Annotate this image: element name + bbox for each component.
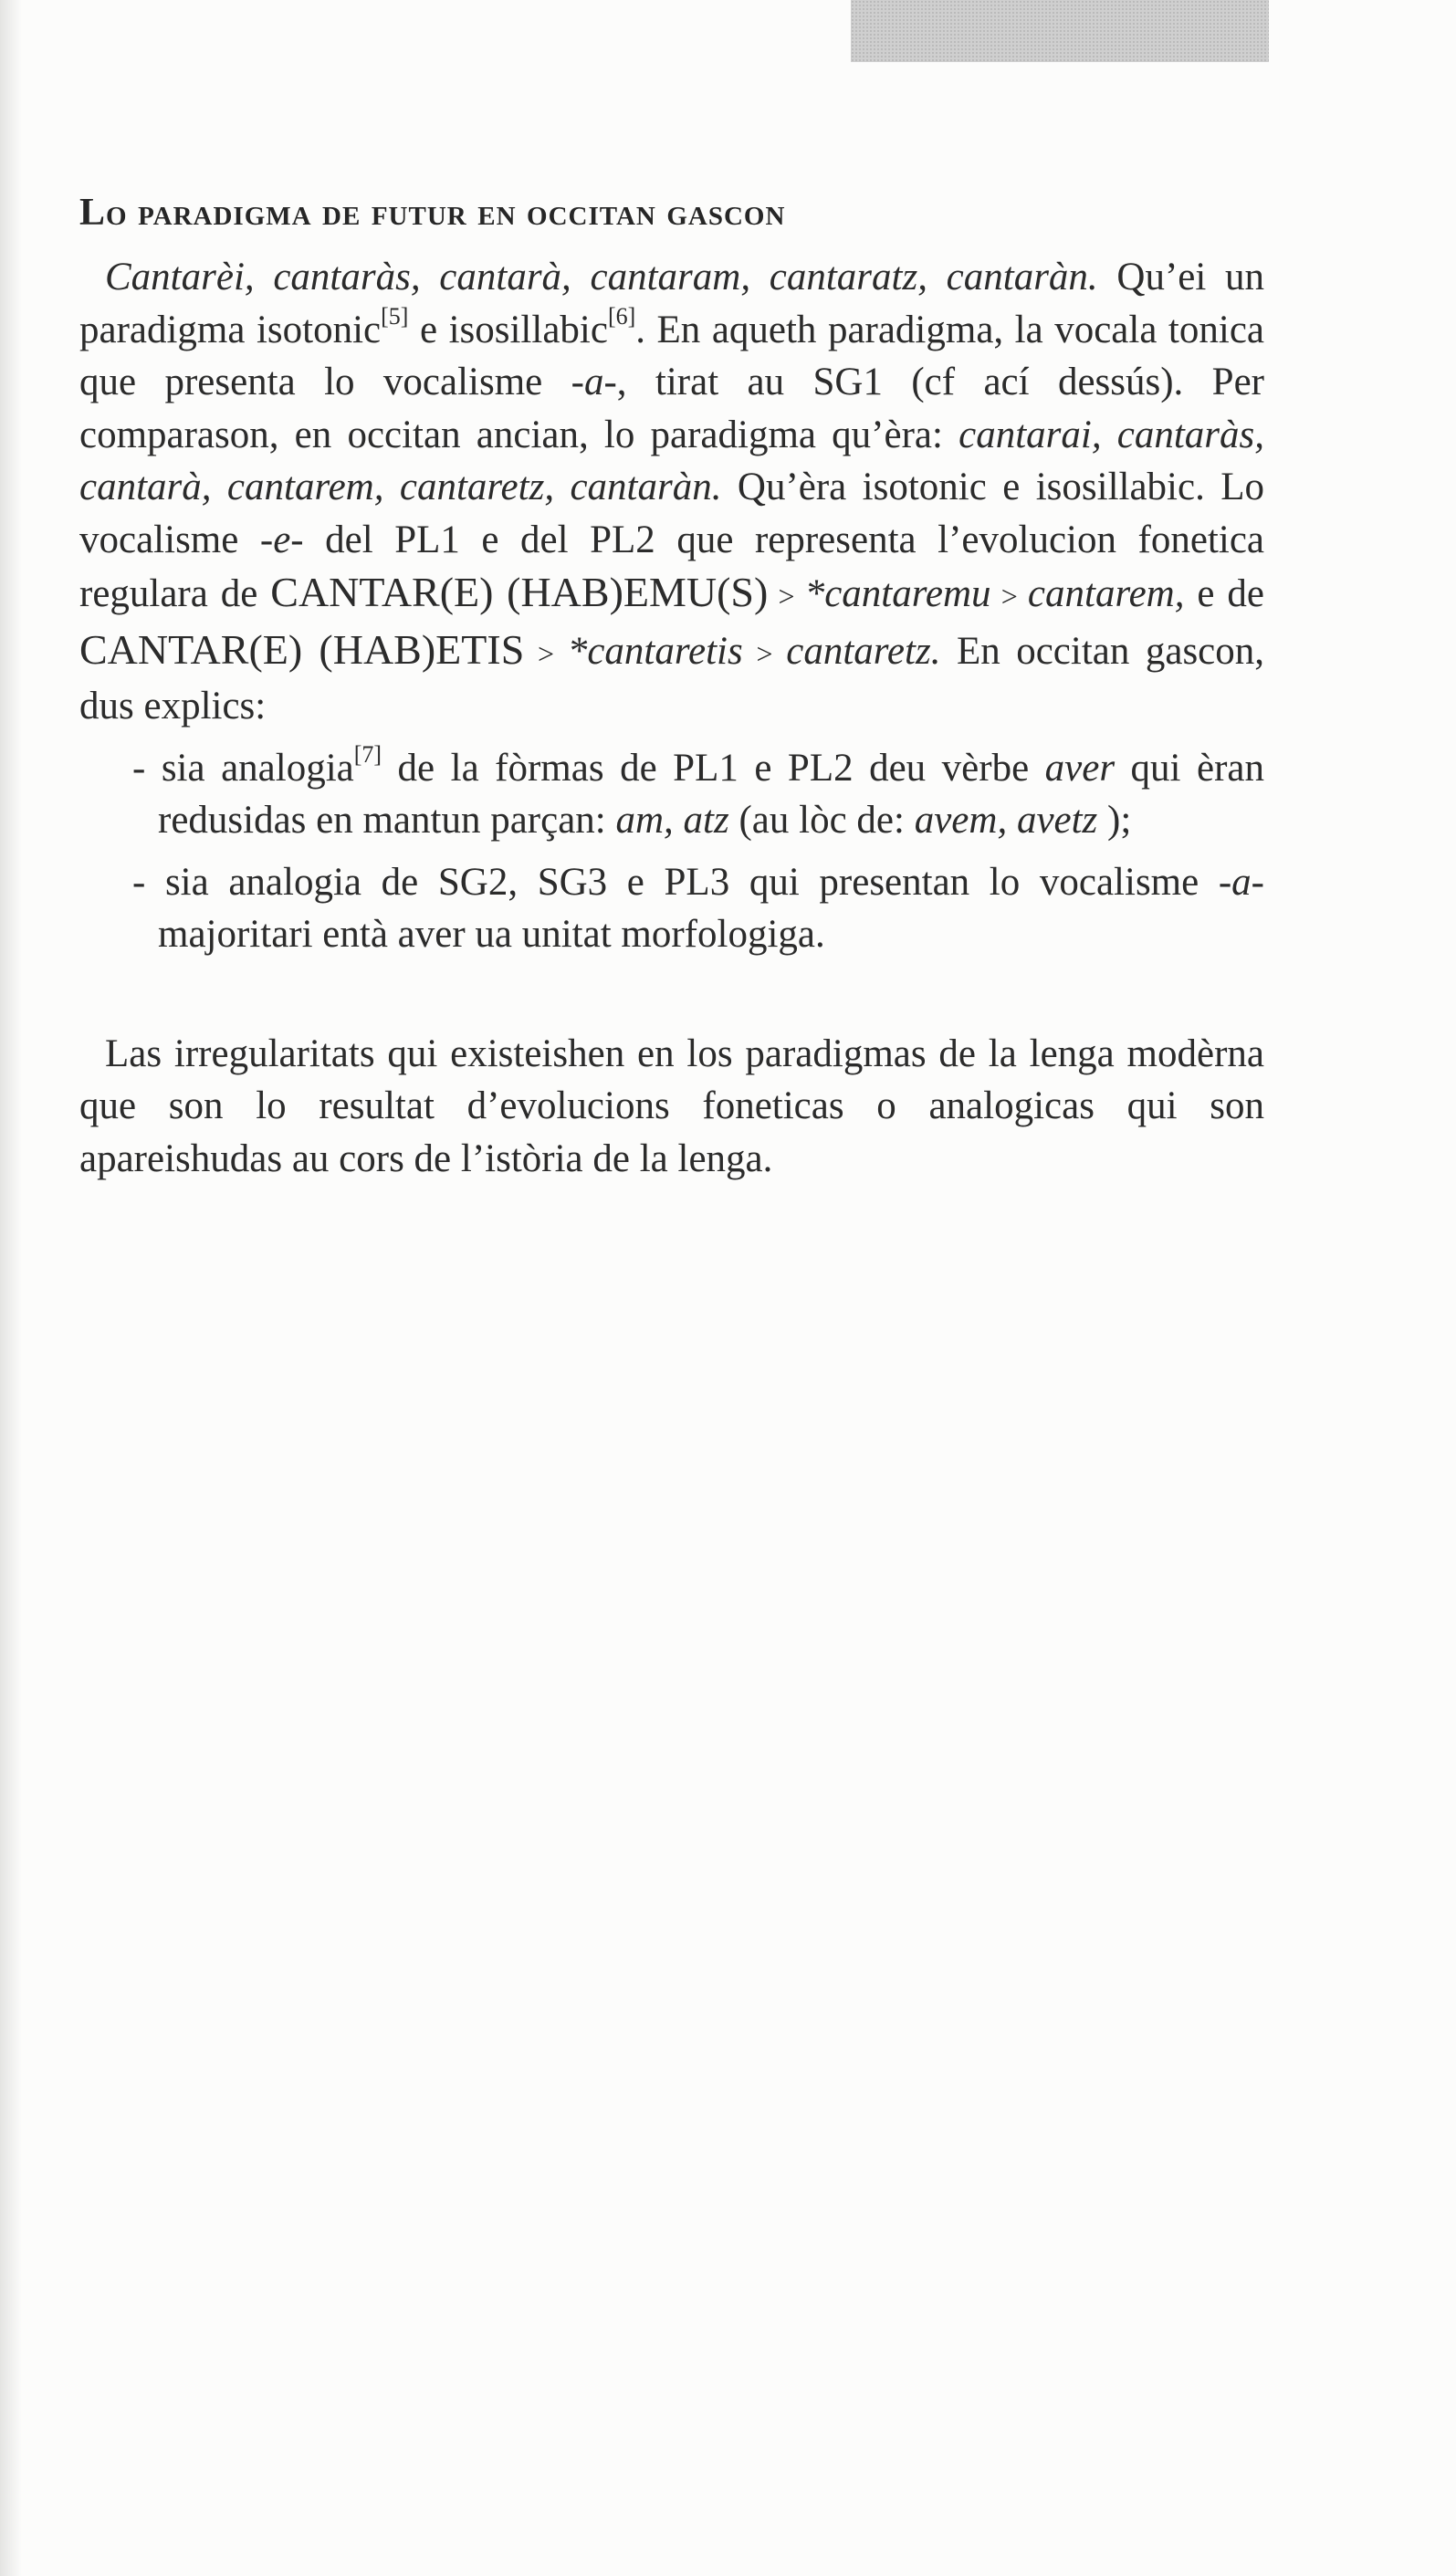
paragraph-conclusion: Las irregularitats qui existeishen en los paradigmas de la lenga modèrna que son lo resultat d’evolucions foneticas o analogicas qui son apareishudas au cors de l’istòria de la lenga. [79, 1031, 1264, 1180]
text-run: ); [1097, 799, 1132, 842]
page-tab-marker [851, 0, 1269, 62]
text-run: de la fòrmas de PL1 e PL2 deu vèrbe [382, 746, 1045, 790]
paragraph-future-paradigm [79, 251, 1264, 733]
arrow-sign: > [768, 580, 805, 613]
old-occitan-paradigm-forms: cantarai, cantaràs, cantarà, cantarem, cantaretz, cantaràn. [79, 413, 1264, 508]
arrow-sign: > [524, 636, 568, 670]
text-run: majoritari entà aver ua unitat morfologiga. [158, 913, 825, 956]
result-form-1: cantarem, [1027, 572, 1185, 615]
footnote-ref-7[interactable]: [7] [353, 741, 382, 769]
text-run: . En aqueth paradigma, la vocala tonica que presenta lo vocalisme [79, 308, 1264, 403]
text-run: (au lòc de: [728, 799, 915, 842]
text-run: En occitan gascon, dus explics: [79, 629, 1265, 728]
text-run: del PL1 e del PL2 que representa l’evolucion fonetica regulara de [79, 518, 1264, 615]
vowel-a: -a- [1218, 860, 1264, 904]
text-run: - sia analogia de SG2, SG3 e PL3 qui presentan lo vocalisme [132, 860, 1219, 904]
text-run: , tirat au SG1 (cf ací dessús). Per comparason, en occitan ancian, lo paradigma qu’èra: [79, 361, 1264, 456]
footnote-ref-6[interactable]: [6] [607, 303, 636, 330]
page-content [79, 187, 1264, 1185]
result-form-2: cantaretz. [786, 629, 941, 673]
latin-etymon-1: CANTAR(E) (HAB)EMU(S) [270, 569, 769, 615]
section-title: Lo paradigma de futur en occitan gascon [79, 192, 786, 234]
latin-etymon-2: CANTAR(E) (HAB)ETIS [79, 625, 525, 673]
text-run: e isosillabic [408, 308, 608, 351]
page-edge-shadow [0, 0, 22, 2576]
reduced-forms: am, atz [615, 799, 729, 842]
list-item [132, 742, 1264, 847]
reconstructed-form-2: *cantaretis [567, 629, 743, 673]
text-run: qui èran redusidas en mantun parçan: [158, 746, 1264, 842]
text-run: Qu’èra isotonic e isosillabic. Lo vocalisme [79, 466, 1265, 561]
verb-aver: aver [1044, 746, 1116, 790]
full-forms: avem, avetz [914, 799, 1098, 842]
text-run: Qu’ei un paradigma isotonic [79, 256, 1264, 351]
vowel-e: -e- [259, 518, 304, 561]
reconstructed-form-1: *cantaremu [804, 572, 991, 615]
vowel-a: -a- [571, 361, 617, 403]
arrow-sign: > [990, 580, 1028, 613]
text-run: - sia analogia [132, 746, 354, 790]
text-run: e de [1184, 572, 1264, 615]
arrow-sign: > [742, 636, 787, 670]
list-item [132, 856, 1264, 961]
gascon-paradigm-forms: Cantarèi, cantaràs, cantarà, cantaram, cantaratz, cantaràn. [105, 256, 1098, 298]
footnote-ref-5[interactable]: [5] [381, 303, 409, 330]
explanation-list [79, 742, 1264, 961]
